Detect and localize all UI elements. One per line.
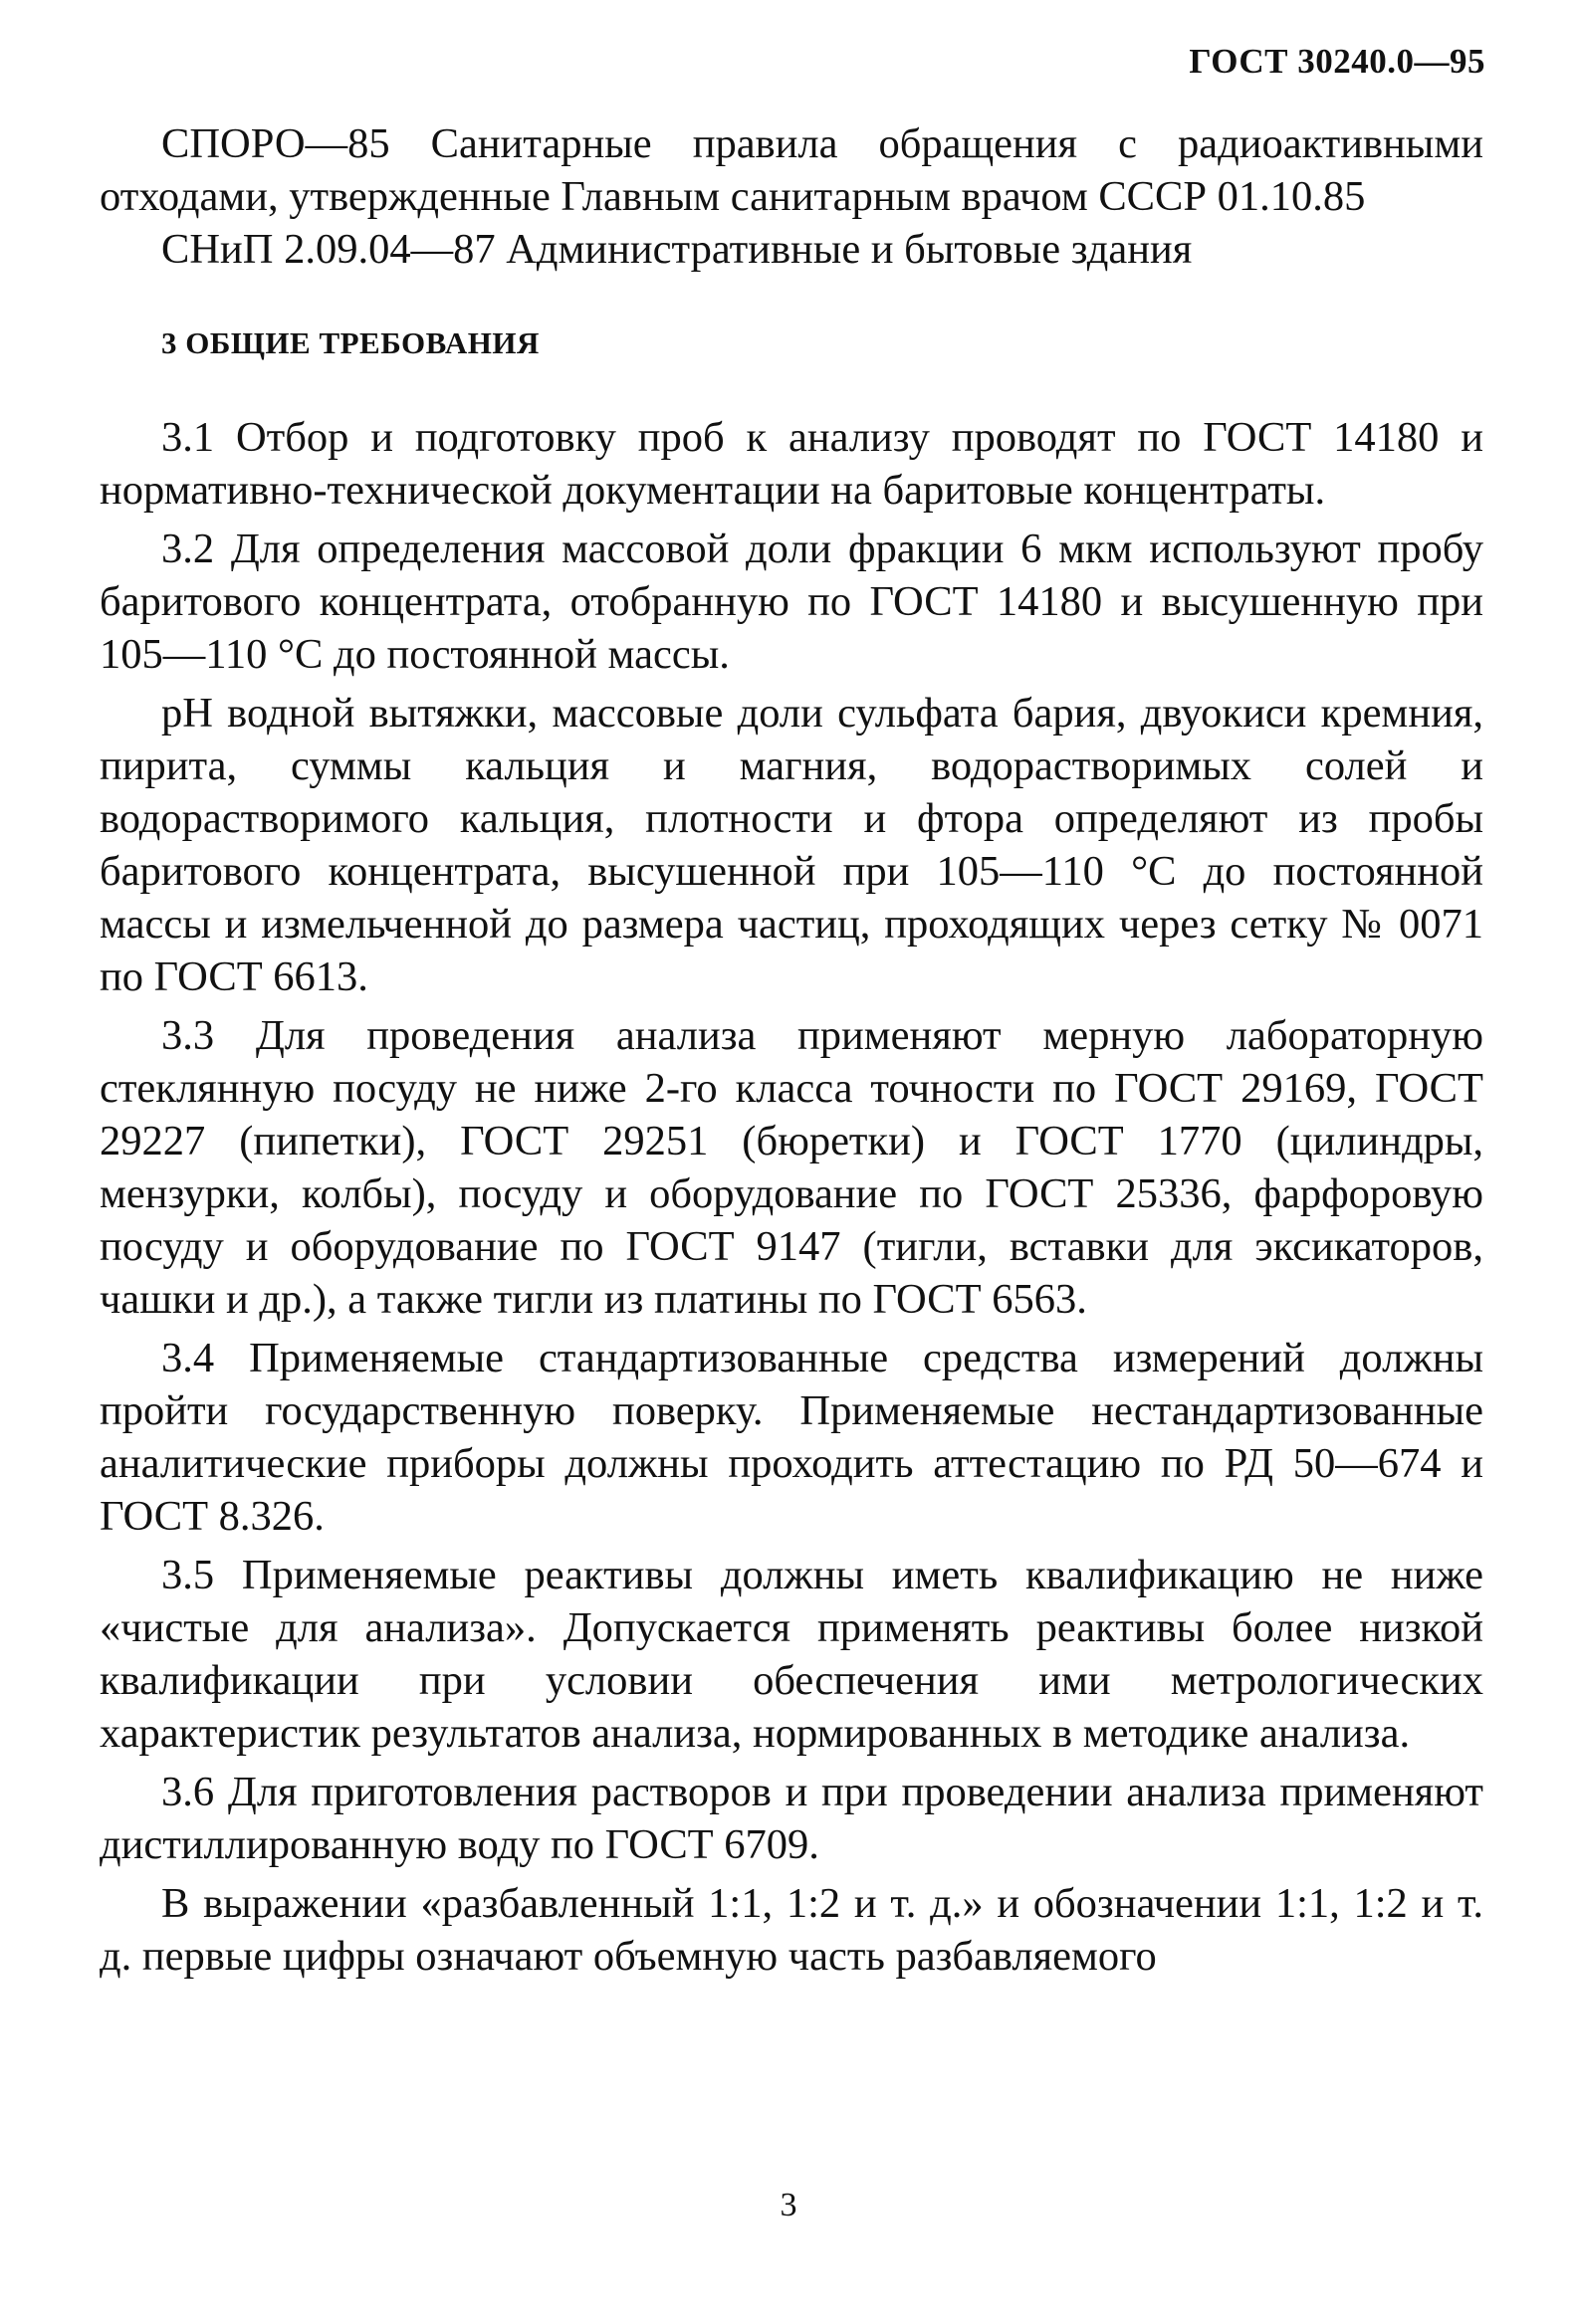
paragraph-3-5: 3.5 Применяемые реактивы должны иметь квалификацию не ниже «чистые для анализа». Допускается применять реактивы более низкой квалификации при условии обеспечения ими метрологических характеристик результатов анализа, нормированных в методике анализа. <box>100 1552 1483 1757</box>
section-heading: 3 ОБЩИЕ ТРЕБОВАНИЯ <box>161 325 540 360</box>
paragraph-3-3: 3.3 Для проведения анализа применяют мерную лабораторную стеклянную посуду не ниже 2-го класса точности по ГОСТ 29169, ГОСТ 29227 (пипетки), ГОСТ 29251 (бюретки) и ГОСТ 1770 (цилиндры, мензурки, колбы), посуду и оборудование по ГОСТ 25336, фарфоровую посуду и оборудование по ГОСТ 9147 (тигли, вставки для эксикаторов, чашки и др.), а также тигли из платины по ГОСТ 6563. <box>100 1012 1483 1323</box>
reference-entry: СНиП 2.09.04—87 Административные и бытовые здания <box>161 226 1193 273</box>
document-body <box>100 117 1483 1989</box>
reference-entry: СПОРО—85 Санитарные правила обращения с радиоактивными отходами, утвержденные Главным санитарным врачом СССР 01.10.85 <box>100 120 1483 220</box>
paragraph-dilution: В выражении «разбавленный 1:1, 1:2 и т. д.» и обозначении 1:1, 1:2 и т. д. первые цифры означают объемную часть разбавляемого <box>100 1880 1483 1980</box>
document-code-header: ГОСТ 30240.0—95 <box>1189 42 1485 81</box>
paragraph-ph: рН водной вытяжки, массовые доли сульфата бария, двуокиси кремния, пирита, суммы кальция и магния, водорастворимых солей и водорастворимого кальция, плотности и фтора определяют из пробы баритового концентрата, высушенной при 105—110 °С до постоянной массы и измельченной до размера частиц, проходящих через сетку № 0071 по ГОСТ 6613. <box>100 690 1483 1000</box>
paragraph-3-6: 3.6 Для приготовления растворов и при проведении анализа применяют дистиллированную воду по ГОСТ 6709. <box>100 1769 1483 1868</box>
paragraph-3-1: 3.1 Отбор и подготовку проб к анализу проводят по ГОСТ 14180 и нормативно-технической документации на баритовые концентраты. <box>100 414 1483 514</box>
page-number: 3 <box>780 2187 797 2223</box>
paragraph-3-4: 3.4 Применяемые стандартизованные средства измерений должны пройти государственную поверку. Применяемые нестандартизованные аналитические приборы должны проходить аттестацию по РД 50—674 и ГОСТ 8.326. <box>100 1335 1483 1540</box>
paragraph-3-2: 3.2 Для определения массовой доли фракции 6 мкм используют пробу баритового концентрата, отобранную по ГОСТ 14180 и высушенную при 105—110 °С до постоянной массы. <box>100 526 1483 678</box>
